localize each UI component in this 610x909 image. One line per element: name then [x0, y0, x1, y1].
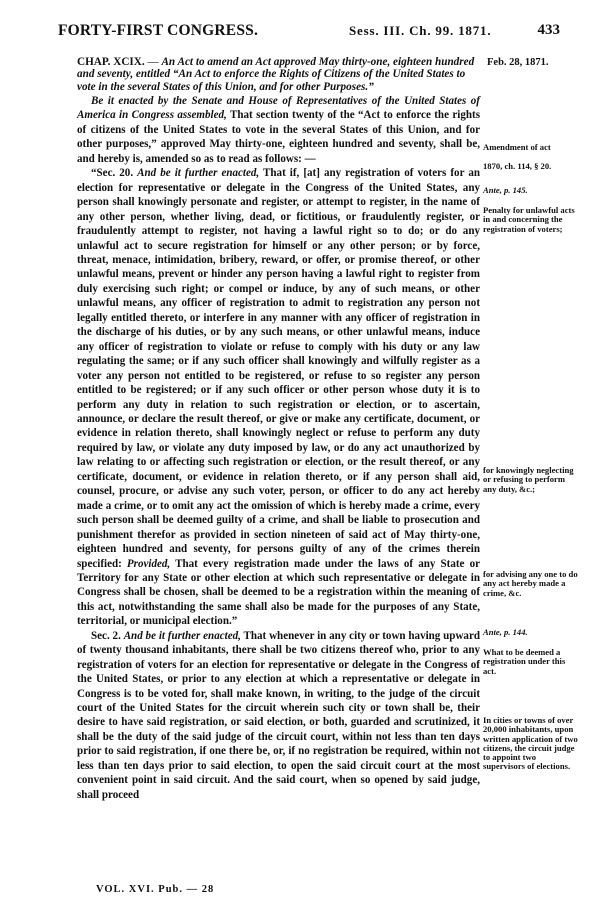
enacting-text: That section twenty of the “Act to enforce the rights of citizens of the United States to vote in the several States of this Union, and for other purposes,” approved May thirty-one, eighteen hundred and seventy, shall be, and hereby is, amended so as to read as follows: — [77, 109, 480, 165]
margin-note-ante-144: Ante, p. 144. [483, 627, 528, 637]
enacting-clause [77, 94, 480, 166]
chapter-date: Feb. 28, 1871. [487, 57, 549, 68]
enacting-formula: Be it enacted by the Senate and House of Representatives of the United States of America in Congress assembled, [77, 95, 480, 122]
section-2-label: Sec. 2. [91, 629, 121, 642]
statute-body [77, 94, 480, 802]
running-header [58, 22, 560, 44]
margin-note-advising: for advising any one to do any act hereby made a crime, &c. [483, 569, 578, 598]
section-2-formula: And be it further enacted, [123, 629, 241, 642]
chapter-description: An Act to amend an Act approved May thirty-one, eighteen hundred and seventy, entitled “An Act to enforce the Rights of Citizens of the United States to vote in the several States of this Union, and for other Purposes.” [77, 56, 475, 93]
margin-note-citation: 1870, ch. 114, § 20. [483, 161, 552, 171]
margin-note-what-deemed: What to be deemed a registration under this act. [483, 647, 566, 676]
chapter-label: CHAP. XCIX. [77, 56, 145, 68]
chapter-heading: CHAP. XCIX. — An Act to amend an Act approved May thirty-one, eighteen hundred and seventy, entitled “An Act to enforce the Rights of Citizens of the United States to vote in the several States of this Union, and for other Purposes.” [77, 56, 475, 93]
page-number: 433 [537, 22, 560, 38]
margin-note-knowingly: for knowingly neglecting or refusing to perform any duty, &c.; [483, 465, 574, 494]
section-20-text: That if, [at] any registration of voters for an election for representative or delegate in the Congress of the United States, any person shall knowingly personate and register, or attempt to register, in the name of any other person, whether living, dead, or fictitious, or fraudulently register, or fraudulently attempt to register, not having a lawful right so to do; or do any unlawful act to secure registration for himself or any other person; or by force, threat, menace, intimidation, bribery, reward, or offer, or promise thereof, or other unlawful means, prevent or hinder any person having a lawful right to register from duly exercising such right; or compel or induce, by any of such means, or other unlawful means, any officer of registration to admit to registration any person not legally entitled thereto, or interfere in any manner with any officer of registration in the discharge of his duties, or by any such means, or other unlawful means, induce any officer of registration to violate or refuse to comply with his duty or any law regulating the same; or if any such officer shall knowingly and wilfully register as a voter any person not entitled to be registered, or refuse to so register any person entitled to be registered; or if any such officer or other person whose duty it is to perform any duty in relation to such registration or election, or to ascertain, announce, or declare the result thereof, or give or make any certificate, document, or evidence in relation thereto, shall knowingly neglect or refuse to perform any duty required by law, or violate any duty imposed by law, or do any act unauthorized by law relating to or affecting such registration or election, or the result thereof, or any certificate, document, or evidence in relation thereto, or if any person shall aid, counsel, procure, or advise any such voter, person, or officer to do any act hereby made a crime, or to omit any act the omission of which is hereby made a crime, every such person shall be deemed guilty of a crime, and shall be liable to prosecution and punishment therefor as provided in section nineteen of said act of May thirty-one, eighteen hundred and seventy, for persons guilty of any of the crimes therein specified: [77, 167, 480, 570]
section-20-formula: And be it further enacted, [137, 167, 260, 180]
section-20-label: “Sec. 20. [91, 167, 134, 180]
margin-note-cities: In cities or towns of over 20,000 inhabitants, upon written application of two citizens, the circuit judge to appoint two supervisors of elections. [483, 715, 578, 772]
margin-note-penalty: Penalty for unlawful acts in and concerning the registration of voters; [483, 205, 575, 234]
margin-note-ante-145: Ante, p. 145. [483, 185, 528, 195]
margin-note-amendment: Amendment of act [483, 142, 551, 152]
volume-footer: VOL. XVI. Pub. — 28 [96, 884, 215, 895]
proviso-label: Provided, [126, 557, 171, 570]
section-2-paragraph [77, 629, 480, 802]
session-chapter-year: Sess. III. Ch. 99. 1871. [349, 23, 492, 38]
proviso-text: That every registration made under the laws of any State or Territory for any State or other election at which such representative or delegate in Congress shall be chosen, shall be deemed to be a registration within the meaning of this act, notwithstanding the same shall also be made for the purposes of any State, territorial, or municipal election.” [77, 557, 480, 628]
section-2-text: That whenever in any city or town having upward of twenty thousand inhabitants, there shall be two citizens thereof who, prior to any registration of voters for an election for representative or delegate in the Congress of the United States, or prior to any election at which a representative or delegate in Congress is to be voted for, shall make known, in writing, to the judge of the circuit court of the United States for the circuit wherein such city or town shall be, their desire to have said registration, or said election, or both, guarded and scrutinized, it shall be the duty of the said judge of the circuit court, within not less than ten days prior to said registration, if one there be, or, if no registration be required, within not less than ten days prior to said election, to open the said circuit court at the most convenient point in said circuit. And the said court, when so opened by said judge, shall proceed [77, 629, 481, 801]
congress-title: FORTY-FIRST CONGRESS. [58, 22, 259, 39]
section-20-paragraph [77, 166, 480, 629]
